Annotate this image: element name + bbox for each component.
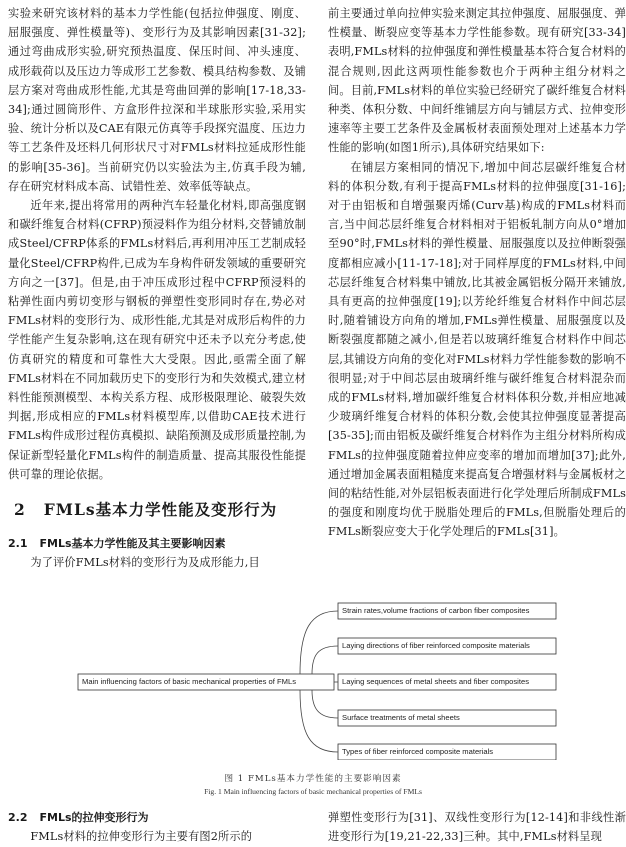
connector-1	[300, 611, 338, 674]
bottom-right	[328, 808, 626, 846]
figure-1	[0, 600, 626, 800]
left-column	[8, 4, 306, 572]
bottom-left	[8, 808, 306, 846]
factor-label-4: Surface treatments of metal sheets	[342, 713, 460, 722]
connector-2	[312, 646, 338, 674]
connector-4	[312, 690, 338, 718]
connector-5	[300, 690, 338, 752]
factor-label-3: Laying sequences of metal sheets and fiber composites	[342, 677, 529, 686]
center-label: Main influencing factors of basic mechanical properties of FMLs	[82, 677, 296, 686]
factor-label-1: Strain rates,volume fractions of carbon fiber composites	[342, 606, 530, 615]
figure-caption-cn: 图 1 FMLs基本力学性能的主要影响因素	[224, 774, 402, 784]
subsection-title-2: FMLs的拉伸变形行为	[39, 811, 149, 824]
left-paragraph-2: 近年来,提出将常用的两种汽车轻量化材料,即高强度钢和碳纤维复合材料(CFRP)预浸料作为组分材料,交替铺放制成Steel/CFRP体系的FMLs材料后,再利用冲压工艺制成轻量化Steel/CFRP构件,已成为车身构件研发领域的重要研究方向之一[37]。但是,由于冲压成形过程中CFRP预浸料的粘弹性面内剪切变形与钢板的弹塑性变形同时存在,势必对FMLs材料的变形行为、成形性能,尤其是对成形后构件的力学性能产生复杂影响,这在现有研究中还未予以充分考虑,使仿真研究的精度和可靠性大大受限。因此,亟需全面了解FMLs材料在不同加载历史下的变形行为和失效模式,建立材料性能预测模型、本构关系方程、成形极限理论、破裂失效判据,形成相应的FMLs材料模型库,以借助CAE技术进行FMLs构件成形过程仿真模拟、缺陷预测及成形质量控制,为保证新型轻量化FMLs构件的制造质量、提高其服役性能提供可靠的理论依据。	[8, 199, 306, 481]
bottom-right-paragraph: 弹塑性变形行为[31]、双线性变形行为[12-14]和非线性渐进变形行为[19,21-22,33]三种。其中,FMLs材料呈现	[328, 811, 626, 844]
left-paragraph-3: 为了评价FMLs材料的变形行为及成形能力,目	[30, 556, 260, 570]
right-paragraph-2: 在铺层方案相同的情况下,增加中间芯层碳纤维复合材料的体积分数,有利于提高FMLs材料的拉伸强度[31-16];对于由铝板和自增强聚丙烯(Curv基)构成的FMLs材料而言,当中间芯层纤维复合材料相对于铝板轧制方向从0°增加至90°时,FMLs材料的弹性模量、屈服强度以及拉伸断裂强度都相应减小[11-17-18];对于同样厚度的FMLs材料,中间芯层纤维复合材料集中铺放,比其被金属铝板分隔开来铺放,具有更高的拉伸强度[19];以芳纶纤维复合材料作中间芯层时,随着铺设方向角的增加,FMLs弹性模量、屈服强度以及断裂强度都随之减小,但是若以玻璃纤维复合材料作中间芯层,其铺设方向角的变化对FMLs材料力学性能参数的影响不很明显;对于中间芯层由玻璃纤维与碳纤维复合材料混杂而成的FMLs材料,增加碳纤维复合材料体积分数,并相应地减少玻璃纤维复合材料的体积分数,会使其拉伸强度显著提高[35-35];而由铝板及碳纤维复合材料作为主组分材料所构成FMLs的拉伸强度随着拉伸应变率的增加而增加[37];此外,通过增加金属表面粗糙度来提高复合增强材料与金属板材之间的粘结性能,对外层铝板表面进行化学处理后所制成FMLs的强度和刚度均优于脱脂处理后的FMLs,但脱脂处理后的FMLs断裂应变大于化学处理后的FMLs[31]。	[328, 160, 626, 539]
section-heading	[14, 499, 306, 521]
figure-caption-en: Fig. 1 Main influencing factors of basic mechanical properties of FMLs	[204, 787, 422, 796]
bottom-left-paragraph: FMLs材料的拉伸变形行为主要有图2所示的	[30, 830, 253, 843]
subsection-number-1: 2.1	[8, 537, 28, 551]
factor-label-5: Types of fiber reinforced composite materials	[342, 747, 494, 756]
right-paragraph-1: 前主要通过单向拉伸实验来测定其拉伸强度、屈服强度、弹性模量、断裂应变等基本力学性能参数。现有研究[33-34]表明,FMLs材料的拉伸强度和弹性模量基本符合复合材料的混合规则,因此这两项性能参数也介于两种主组分材料之间。目前,FMLs材料的单位实验已经研究了碳纤维复合材料种类、体积分数、中间纤维铺层方向与铺层方式、拉伸变形速率等主要工艺条件及金属板材表面预处理对上述基本力学性能的影响(如图1所示),具体研究结果如下:	[328, 7, 626, 155]
section-title: FMLs基本力学性能及变形行为	[43, 500, 278, 520]
section-number: 2	[14, 500, 26, 520]
subsection-heading-2	[8, 808, 306, 827]
subsection-title-1: FMLs基本力学性能及其主要影响因素	[39, 537, 226, 551]
left-paragraph-1: 实验来研究该材料的基本力学性能(包括拉伸强度、刚度、屈服强度、弹性模量等)、变形行为及其影响因素[31-32];通过弯曲成形实验,研究预热温度、保压时间、冲头速度、成形载荷以及压边力等成形工艺参数、模具结构参数、及铺层方案对弯曲成形性能,尤其是弯曲回弹的影响[17-18,33-34];通过圆筒形件、方盒形件拉深和半球胀形实验,采用实验、统计分析以及CAE有限元仿真等手段探究温度、压边力等工艺条件及坯料几何形状尺寸对FMLs材料拉延成形性能的影响[35-36]。当前研究仍以实验法为主,仿真手段为辅,存在研究材料成本高、试错性差、效率低等缺点。	[8, 7, 306, 193]
subsection-heading-1	[8, 534, 306, 553]
subsection-number-2: 2.2	[8, 811, 28, 824]
factor-label-2: Laying directions of fiber reinforced composite materials	[342, 641, 530, 650]
right-column	[328, 4, 626, 542]
